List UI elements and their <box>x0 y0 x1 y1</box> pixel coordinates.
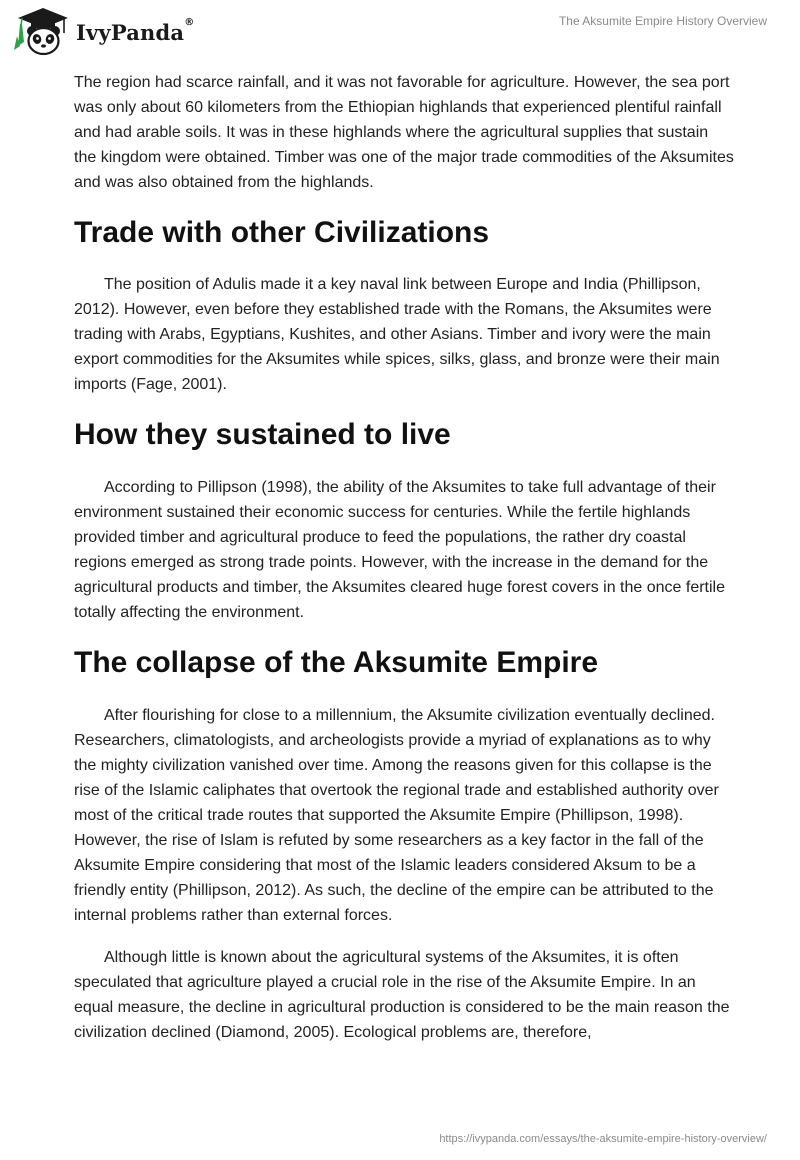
paragraph-intro: The region had scarce rainfall, and it was not favorable for agriculture. However, the sea port was only about 60 kilometers from the Ethiopian highlands that experienced plentiful rainfall and had arable soils. It was in these highlands where the agricultural supplies that sustain the kingdom were obtained. Timber was one of the major trade commodities of the Aksumites and was also obtained from the highlands. <box>74 74 734 191</box>
footer-url-link[interactable]: https://ivypanda.com/essays/the-aksumite-empire-history-overview/ <box>439 1133 767 1145</box>
brand-name: IvyPanda® <box>76 16 195 45</box>
heading-sustain: How they sustained to live <box>74 418 451 451</box>
paragraph-collapse-1: After flourishing for close to a millennium, the Aksumite civilization eventually declined. Researchers, climatologists, and archeologists provide a myriad of explanations as to why the mighty civilization vanished over time. Among the reasons given for this collapse is the rise of the Islamic caliphates that overtook the regional trade and established authority over most of the critical trade routes that supported the Aksumite Empire (Phillipson, 1998). However, the rise of Islam is refuted by some researchers as a key factor in the fall of the Aksumite Empire considering that most of the Islamic leaders considered Aksum to be a friendly entity (Phillipson, 2012). As such, the decline of the empire can be attributed to the internal problems rather than external forces. <box>74 707 719 924</box>
essay-content <box>74 70 734 1045</box>
paragraph-sustain: According to Pillipson (1998), the ability of the Aksumites to take full advantage of their environment sustained their economic success for centuries. While the fertile highlands provided timber and agricultural produce to feed the populations, the rather dry coastal regions emerged as strong trade points. However, with the increase in the demand for the agricultural products and timber, the Aksumites cleared huge forest covers in the once fertile totally affecting the environment. <box>74 479 726 621</box>
document-title: The Aksumite Empire History Overview <box>558 14 767 28</box>
ivypanda-logo[interactable] <box>14 6 194 56</box>
panda-graduate-logo-icon <box>14 6 72 56</box>
heading-collapse: The collapse of the Aksumite Empire <box>74 646 599 679</box>
paragraph-trade: The position of Adulis made it a key naval link between Europe and India (Phillipson, 2012). However, even before they established trade with the Romans, the Aksumites were trading with Arabs, Egyptians, Kushites, and other Asians. Timber and ivory were the main export commodities for the Aksumites while spices, silks, glass, and bronze were their main imports (Fage, 2001). <box>74 276 720 393</box>
heading-trade: Trade with other Civilizations <box>74 216 490 249</box>
paragraph-collapse-2: Although little is known about the agricultural systems of the Aksumites, it is often speculated that agriculture played a crucial role in the rise of the Aksumite Empire. In an equal measure, the decline in agricultural production is considered to be the main reason the civilization declined (Diamond, 2005). Ecological problems are, therefore, <box>74 949 730 1041</box>
registered-mark: ® <box>184 16 195 28</box>
page-header <box>0 0 800 64</box>
